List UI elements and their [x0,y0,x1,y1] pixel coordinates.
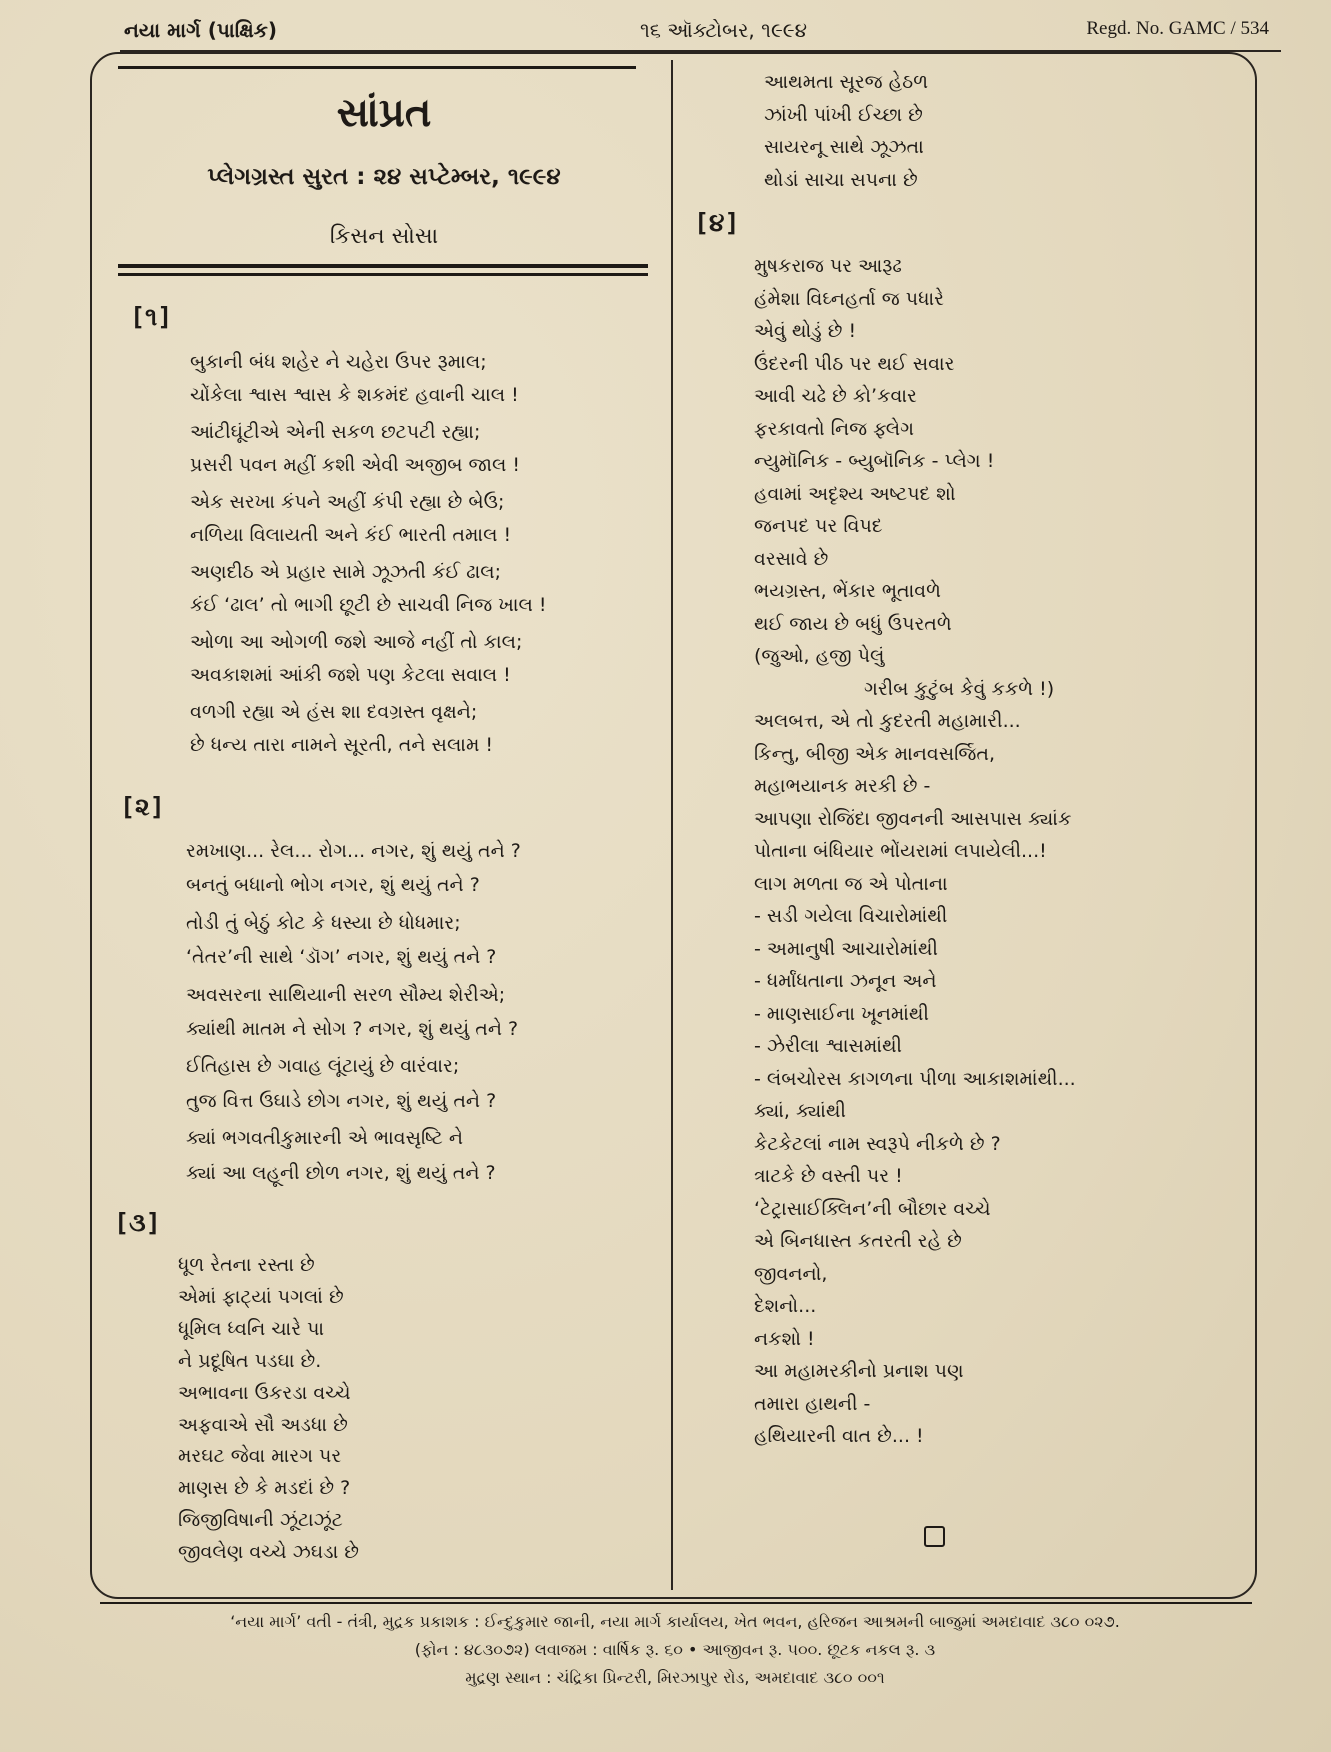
poem-line: થોડાં સાચા સપના છે [764,168,918,191]
poem-line: - સડી ગયેલા વિચારોમાંથી [754,905,948,927]
issue-date: ૧૬ ઑક્ટોબર, ૧૯૯૪ [640,18,808,42]
poem-line: જનપદ પર વિપદ [754,515,883,537]
poem-line: મહાભયાનક મરકી છે - [754,775,931,797]
poem-line: દેશનો... [754,1295,817,1317]
poem-line: હંમેશા વિઘ્નહર્તા જ પધારે [754,287,944,310]
poem-line: વરસાવે છે [754,547,829,570]
poem-line: ઝાંખી પાંખી ઈચ્છા છે [764,103,923,126]
poem-line: ઓળા આ ઓગળી જશે આજે નહીં તો કાલ; [190,631,523,653]
poem-line: હથિયારની વાત છે... ! [754,1425,924,1447]
poem-line: જીવનનો, [754,1262,828,1285]
poem-line: ક્યાં આ લહૂની છોળ નગર, શું થયું તને ? [186,1161,496,1184]
poem-line: ધૂમિલ ધ્વનિ ચારે પા [178,1317,325,1340]
poem-line: અફવાએ સૌ અડધા છે [178,1413,348,1436]
poem-line: એમાં ફાટ્યાં પગલાં છે [178,1285,344,1308]
poem-line: સાયરનૂ સાથે ઝૂઝતા [764,136,924,158]
publication-name: નયા માર્ગ (પાક્ષિક) [124,18,278,42]
poem-line: અલબત્ત, એ તો કુદરતી મહામારી... [754,710,1021,732]
article-author: કિસન સોસા [329,224,439,249]
section-3-continued-lines [764,66,928,196]
poem-line: અભાવના ઉકરડા વચ્ચે [178,1381,351,1404]
poem-line: ઉંદરની પીઠ પર થઈ સવાર [754,352,955,375]
section-3-lines [178,1250,359,1569]
poem-line: જીવલેણ વચ્ચે ઝઘડા છે [178,1541,359,1564]
poem-line: કેટકેટલાં નામ સ્વરૂપે નીકળે છે ? [754,1132,1001,1155]
section-label-2: [૨] [120,792,165,821]
poem-line: હવામાં અદૃશ્ય અષ્ટપદ શો [754,482,956,505]
title-bottom-rule-2 [118,273,648,276]
poem-line: લાગ મળતા જ એ પોતાના [754,872,948,895]
poem-line: બુકાની બંધ શહેર ને ચહેરા ઉપર રૂમાલ; [190,351,487,373]
poem-line: નળિયા વિલાયતી અને કંઈ ભારતી તમાલ ! [190,524,512,546]
article-subtitle: પ્લેગગ્રસ્ત સુરત : ૨૪ સપ્ટેમ્બર, ૧૯૯૪ [207,164,561,190]
poem-line: આવી ચઢે છે કો’કવાર [754,385,917,407]
poem-line: અવકાશમાં આંકી જશે પણ કેટલા સવાલ ! [190,664,511,686]
poem-line: અણદીઠ એ પ્રહાર સામે ઝૂઝતી કંઈ ઢાલ; [190,561,502,583]
poem-line: ક્યાંથી માતમ ને સોગ ? નગર, શું થયું તને ? [186,1018,519,1041]
poem-line: નકશો ! [754,1327,815,1350]
poem-line: કિન્તુ, બીજી એક માનવસર્જિત, [754,742,996,765]
poem-line: ગરીબ કુટુંબ કેવું કકળે !) [864,677,1055,700]
title-bottom-rule-1 [118,264,648,268]
poem-line: - માણસાઈના ખૂનમાંથી [754,1002,929,1025]
poem-line: ત્રાટકે છે વસ્તી પર ! [754,1165,903,1187]
poem-line: ને પ્રદૂષિત પડઘા છે. [178,1349,322,1372]
imprint-line-1: ‘નયા માર્ગ’ વતી - તંત્રી, મુદ્રક પ્રકાશક : ઈન્દુકુમાર જાની, નયા માર્ગ કાર્યાલય, ખેત ભવન, હરિજન આશ્રમની બાજુમાં અમદાવાદ ૩૮૦ ૦૨૭. [230,1612,1120,1631]
poem-line: એ બિનધાસ્ત કતરતી રહે છે [754,1230,962,1252]
article-title: સાંપ્રત [336,90,432,136]
poem-line: એવું થોડું છે ! [754,320,857,342]
page-header [120,14,1281,52]
poem-line: મરઘટ જેવા મારગ પર [178,1445,342,1468]
poem-line: તમારા હાથની - [754,1392,871,1415]
registration-number: Regd. No. GAMC / 534 [1086,18,1269,39]
poem-line: આ મહામરકીનો પ્રનાશ પણ [754,1360,964,1382]
poem-line: મુષકરાજ પર આરૂઢ [754,255,902,277]
poem-line: રમખાણ... રેલ... રોગ... નગર, શું થયું તને ? [186,840,521,862]
title-top-rule [118,66,636,69]
poem-line: બનતું બધાનો ભોગ નગર, શું થયું તને ? [186,874,480,897]
poem-line: જિજીવિષાની ઝૂંટાઝૂંટ [178,1509,343,1532]
poem-line: આંટીઘૂંટીએ એની સકળ છટપટી રહ્યા; [190,421,481,443]
poem-line: પોતાના બંધિયાર ભોંયરામાં લપાયેલી...! [754,840,1047,862]
poem-line: ઈતિહાસ છે ગવાહ લૂંટાયું છે વારંવાર; [186,1055,460,1078]
poem-line: આપણા રોજિંદા જીવનની આસપાસ ક્યાંક [754,807,1072,830]
poem-line: ભયગ્રસ્ત, ભેંકાર ભૂતાવળે [754,580,941,602]
poem-line: ફરકાવતો નિજ ફ્લેગ [754,417,914,440]
poem-line: ‘તેતર’ની સાથે ‘ડૉગ’ નગર, શું થયું તને ? [186,946,497,969]
poem-line: - લંબચોરસ કાગળના પીળા આકાશમાંથી... [754,1067,1076,1090]
section-1-couplets [190,346,547,762]
imprint-line-2: (ફોન : ૪૮૩૦૭૨) લવાજમ : વાર્ષિક રૂ. ૬૦ • આજીવન રૂ. ૫૦૦. છૂટક નકલ રૂ. ૩ [414,1640,936,1659]
poem-line: માણસ છે કે મડદાં છે ? [178,1477,351,1500]
poem-line: થઈ જાય છે બધું ઉપરતળે [754,612,952,635]
poem-line: ચોંકેલા શ્વાસ શ્વાસ કે શકમંદ હવાની ચાલ ! [190,384,519,406]
column-divider [671,60,673,1590]
poem-line: - અમાનુષી આચારોમાંથી [754,937,938,960]
section-2-couplets [186,834,521,1190]
poem-line: છે ધન્ય તારા નામને સૂરતી, તને સલામ ! [190,734,494,756]
end-of-article-box [924,1526,945,1547]
poem-line: કંઈ ‘ઢાલ’ તો ભાગી છૂટી છે સાચવી નિજ ખાલ ! [190,594,547,616]
poem-line: - ઝેરીલા શ્વાસમાંથી [754,1035,902,1057]
imprint-line-3: મુદ્રણ સ્થાન : ચંદ્રિકા પ્રિન્ટરી, મિરઝાપુર રોડ, અમદાવાદ ૩૮૦ ૦૦૧ [465,1668,885,1687]
section-label-4: [૪] [694,208,740,237]
poem-line: પ્રસરી પવન મહીં કશી એવી અજીબ જાલ ! [190,454,521,476]
section-label-1: [૧] [130,302,173,331]
poem-line: અવસરના સાથિયાની સરળ સૌમ્ય શેરીએ; [186,983,506,1006]
poem-line: - ધર્માંધતાના ઝનૂન અને [754,970,937,992]
poem-line: આથમતા સૂરજ હેઠળ [764,71,929,93]
poem-line: વળગી રહ્યા એ હંસ શા દવગ્રસ્ત વૃક્ષને; [190,701,478,723]
poem-line: ધૂળ રેતના રસ્તા છે [178,1254,315,1276]
poem-line: ‘ટેટ્રાસાઈક્લિન’ની બૌછાર વચ્ચે [754,1197,991,1220]
poem-line: (જુઓ, હજી પેલું [754,645,885,667]
poem-line: ક્યાં, ક્યાંથી [754,1100,846,1122]
section-label-3: [૩] [114,1208,161,1237]
poem-line: તોડી તું બેઠું કોટ કે ધસ્યા છે ધોધમાર; [186,911,461,934]
poem-line: ન્યુમૉનિક - બ્યુબૉનિક - પ્લેગ ! [754,450,995,472]
poem-line: ક્યાં ભગવતીકુમારની એ ભાવસૃષ્ટિ ને [186,1127,463,1150]
poem-line: તુજ વિત્ત ઉઘાડે છોગ નગર, શું થયું તને ? [186,1089,497,1112]
poem-line: એક સરખા કંપને અહીં કંપી રહ્યા છે બેઉ; [190,491,505,513]
section-4-lines [754,250,1076,1453]
footer-rule [100,1602,1252,1604]
